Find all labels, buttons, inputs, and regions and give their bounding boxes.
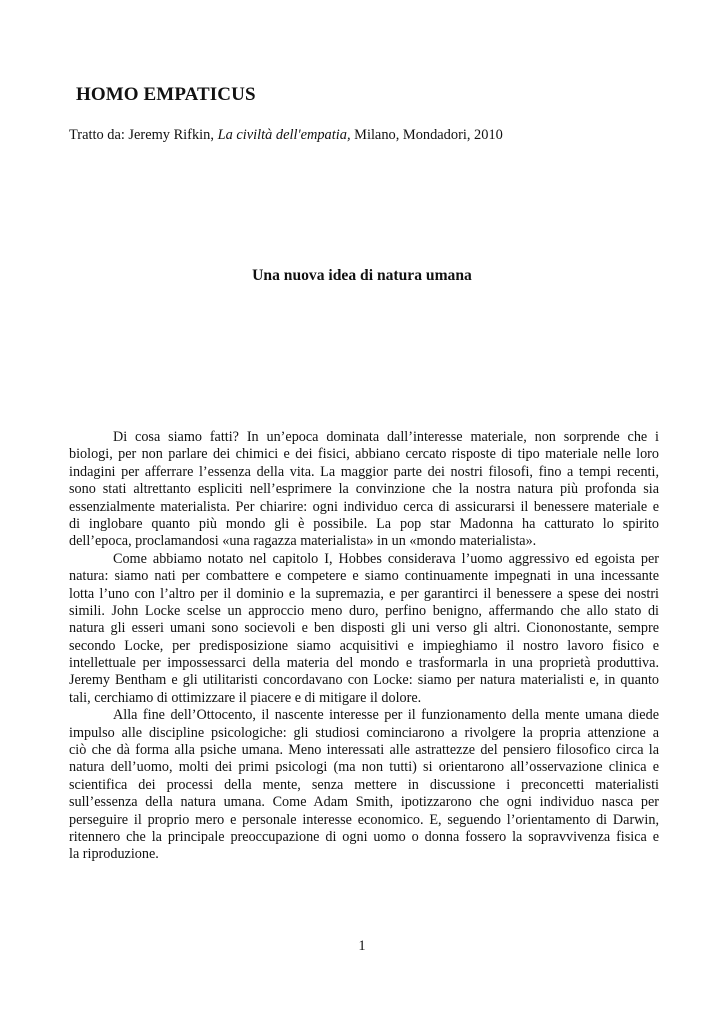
paragraph-line: natura: siamo nati per combattere e competere e siamo continuamente impegnati in una incessante <box>69 568 659 585</box>
paragraph-line: ciò che dà forma alla psiche umana. Meno interessati alle astrattezze del pensiero filosofico circa la <box>69 742 659 759</box>
paragraph-line: Jeremy Bentham e gli utilitaristi concordavano con Locke: siamo per natura materialisti e, in quanto <box>69 672 659 689</box>
paragraph-line: lotta l’uno con l’altro per il dominio e la supremazia, e per garantirci il benessere a spese dei nostri <box>69 585 659 602</box>
paragraph <box>69 429 659 551</box>
paragraph-line: essenzialmente materialista. Per chiarire: ogni individuo cerca di assicurarsi il benessere materiale e <box>69 498 659 515</box>
paragraph-line: secondo Locke, per predisposizione siamo acquisitivi e impieghiamo il nostro lavoro fisico e <box>69 637 659 654</box>
paragraph-line: natura gli esseri umani sono socievoli e ben disposti gli uni verso gli altri. Ciononostante, sempre <box>69 620 659 637</box>
section-title: Una nuova idea di natura umana <box>252 267 472 284</box>
paragraph-line: Di cosa siamo fatti? In un’epoca dominata dall’interesse materiale, non sorprende che i <box>113 429 659 445</box>
paragraph-line: la riproduzione. <box>69 846 159 863</box>
paragraph-line: Come abbiamo notato nel capitolo I, Hobbes considerava l’uomo aggressivo ed egoista per <box>113 550 659 567</box>
paragraph-line: intellettuale per impossessarci della materia del mondo e trasformarla in una proprietà produttiva. <box>69 655 659 672</box>
paragraph-line: di inglobare quanto più mondo gli è possibile. La pop star Madonna ha catturato lo spirito <box>69 515 659 532</box>
source-suffix: Milano, Mondadori, 2010 <box>350 127 503 143</box>
paragraph <box>69 707 659 864</box>
paragraph-line: simili. John Locke scelse un approccio meno duro, perfino benigno, affermando che allo stato di <box>69 602 659 619</box>
paragraph-line: sono stati altrettanto espliciti nell’esprimere la convinzione che la nostra natura più profonda sia <box>69 481 659 498</box>
paragraph-line: scientifica dei processi della mente, senza mettere in discussione i preconcetti materialisti <box>69 776 659 793</box>
paragraph <box>69 551 659 708</box>
page-number: 1 <box>358 938 366 954</box>
paragraph-line: Alla fine dell’Ottocento, il nascente interesse per il funzionamento della mente umana diede <box>113 707 659 724</box>
paragraph-line: dell’epoca, proclamandosi «una ragazza materialista» in un «mondo materialista». <box>69 533 537 550</box>
paragraph-line: biologi, per non parlare dei chimici e dei fisici, abbiano cercato risposte di tipo materiale nelle loro <box>69 446 659 463</box>
paragraph-line: indagini per afferrare l’essenza della vita. La maggior parte dei nostri filosofi, fino a tempi recenti, <box>69 463 659 480</box>
paragraph-line: natura dell’uomo, molti dei primi psicologi (ma non tutti) si orientarono all’osservazione clinica e <box>69 759 659 776</box>
source-prefix: Tratto da: Jeremy Rifkin, <box>69 127 218 143</box>
paragraph-line: ritennero che la principale preoccupazione di ogni uomo o donna fossero la sopravvivenza fisica e <box>69 828 659 845</box>
paragraph-line: tali, cerchiamo di ottimizzare il piacere e di mitigare il dolore. <box>69 689 422 706</box>
paragraph-line: perseguire il proprio mero e personale interesse economico. E, seguendo l’orientamento di Darwin, <box>69 811 659 828</box>
source-book-title: La civiltà dell'empatia, <box>217 127 351 143</box>
body-text <box>69 429 659 864</box>
document-title: HOMO EMPATICUS <box>76 84 256 105</box>
paragraph-line: impulso alle discipline psicologiche: gli studiosi cominciarono a rivolgere la propria attenzione a <box>69 724 659 741</box>
paragraph-line: sull’essenza della natura umana. Come Adam Smith, ipotizzarono che ogni individuo nasca per <box>69 794 659 811</box>
source-citation <box>69 126 503 144</box>
